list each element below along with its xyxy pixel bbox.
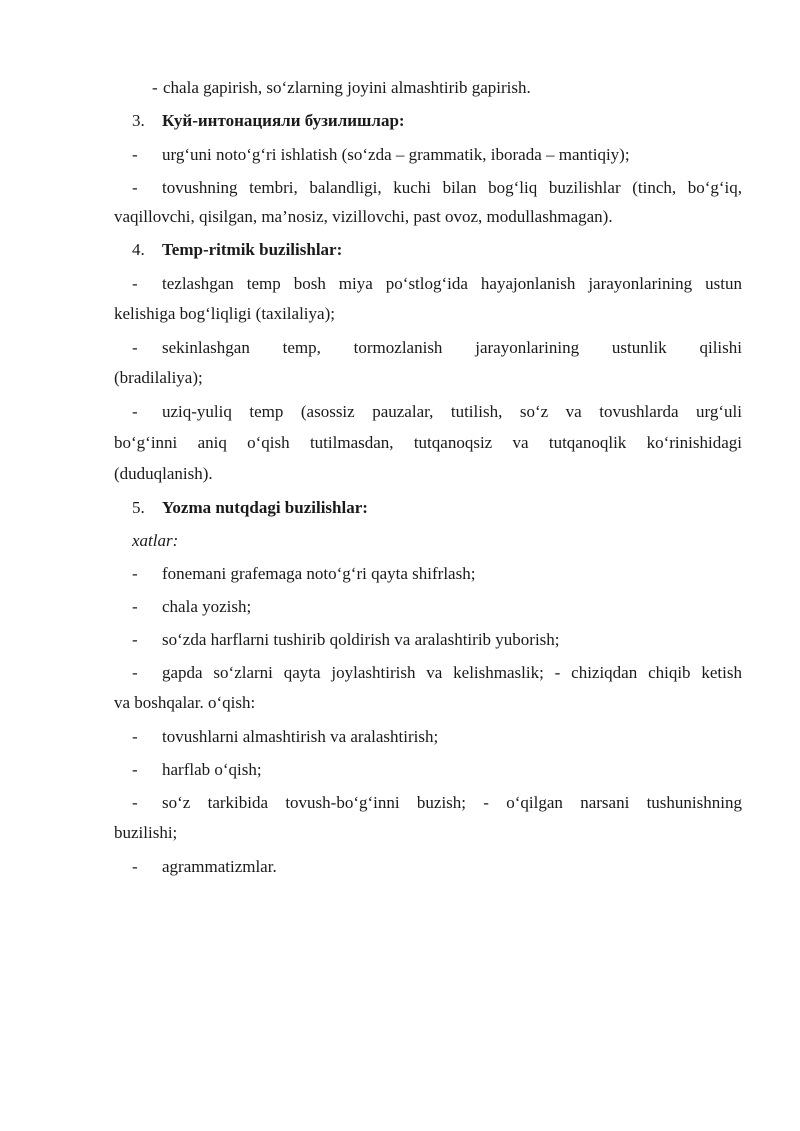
list-dash: -	[132, 793, 138, 812]
section-number: 5.	[132, 498, 145, 517]
continuation-line: (duduqlanish).	[114, 464, 213, 483]
list-dash: -	[132, 145, 138, 164]
section-title: Yozma nutqdagi buzilishlar:	[162, 498, 368, 517]
list-item-text: urg‘uni noto‘g‘ri ishlatish (so‘zda – grammatik, iborada – mantiqiy);	[162, 145, 630, 164]
section-number: 3.	[132, 111, 145, 130]
list-item-text: so‘z tarkibida tovush-bo‘g‘inni buzish; - o‘qilgan narsani tushunishning	[162, 793, 742, 812]
list-item-text: chala gapirish, so‘zlarning joyini almashtirib gapirish.	[163, 78, 531, 97]
list-dash: -	[132, 178, 138, 197]
section-title: Temp-ritmik buzilishlar:	[162, 240, 343, 259]
continuation-line: vaqillovchi, qisilgan, ma’nosiz, vizillovchi, past ovoz, modullashmagan).	[114, 207, 613, 226]
section-number: 4.	[132, 240, 145, 259]
list-item-text: tovushlarni almashtirish va aralashtirish;	[162, 727, 439, 746]
list-dash: -	[132, 402, 138, 421]
list-dash: -	[132, 727, 138, 746]
list-item-text: tezlashgan temp bosh miya po‘stlog‘ida hayajonlanish jarayonlarining ustun	[162, 274, 742, 293]
list-dash: -	[132, 630, 138, 649]
continuation-line: va boshqalar. o‘qish:	[114, 693, 256, 712]
list-item-text: gapda so‘zlarni qayta joylashtirish va kelishmaslik; - chiziqdan chiqib ketish	[162, 663, 742, 682]
list-item-text: so‘zda harflarni tushirib qoldirish va aralashtirib yuborish;	[162, 630, 560, 649]
list-dash: -	[132, 274, 138, 293]
section-title: Куй-интонацияли бузилишлар:	[162, 111, 405, 130]
list-dash: -	[152, 78, 158, 97]
continuation-line: (bradilaliya);	[114, 368, 203, 387]
list-dash: -	[132, 760, 138, 779]
list-item-text: fonemani grafemaga noto‘g‘ri qayta shifrlash;	[162, 564, 476, 583]
list-dash: -	[132, 338, 138, 357]
list-item-text: agrammatizmlar.	[162, 857, 277, 876]
list-item-text: uziq-yuliq temp (asossiz pauzalar, tutilish, so‘z va tovushlarda urg‘uli	[162, 402, 742, 421]
subheading: xatlar:	[132, 531, 179, 550]
list-dash: -	[132, 857, 138, 876]
continuation-line: kelishiga bog‘liqligi (taxilaliya);	[114, 304, 335, 323]
list-dash: -	[132, 597, 138, 616]
list-item-text: tovushning tembri, balandligi, kuchi bilan bog‘liq buzilishlar (tinch, bo‘g‘iq,	[162, 178, 742, 197]
continuation-line: bo‘g‘inni aniq o‘qish tutilmasdan, tutqanoqsiz va tutqanoqlik ko‘rinishidagi	[114, 433, 742, 452]
list-dash: -	[132, 564, 138, 583]
continuation-line: buzilishi;	[114, 823, 178, 842]
list-item-text: harflab o‘qish;	[162, 760, 262, 779]
list-item-text: chala yozish;	[162, 597, 252, 616]
list-item-text: sekinlashgan temp, tormozlanish jarayonlarining ustunlik qilishi	[162, 338, 742, 357]
list-dash: -	[132, 663, 138, 682]
